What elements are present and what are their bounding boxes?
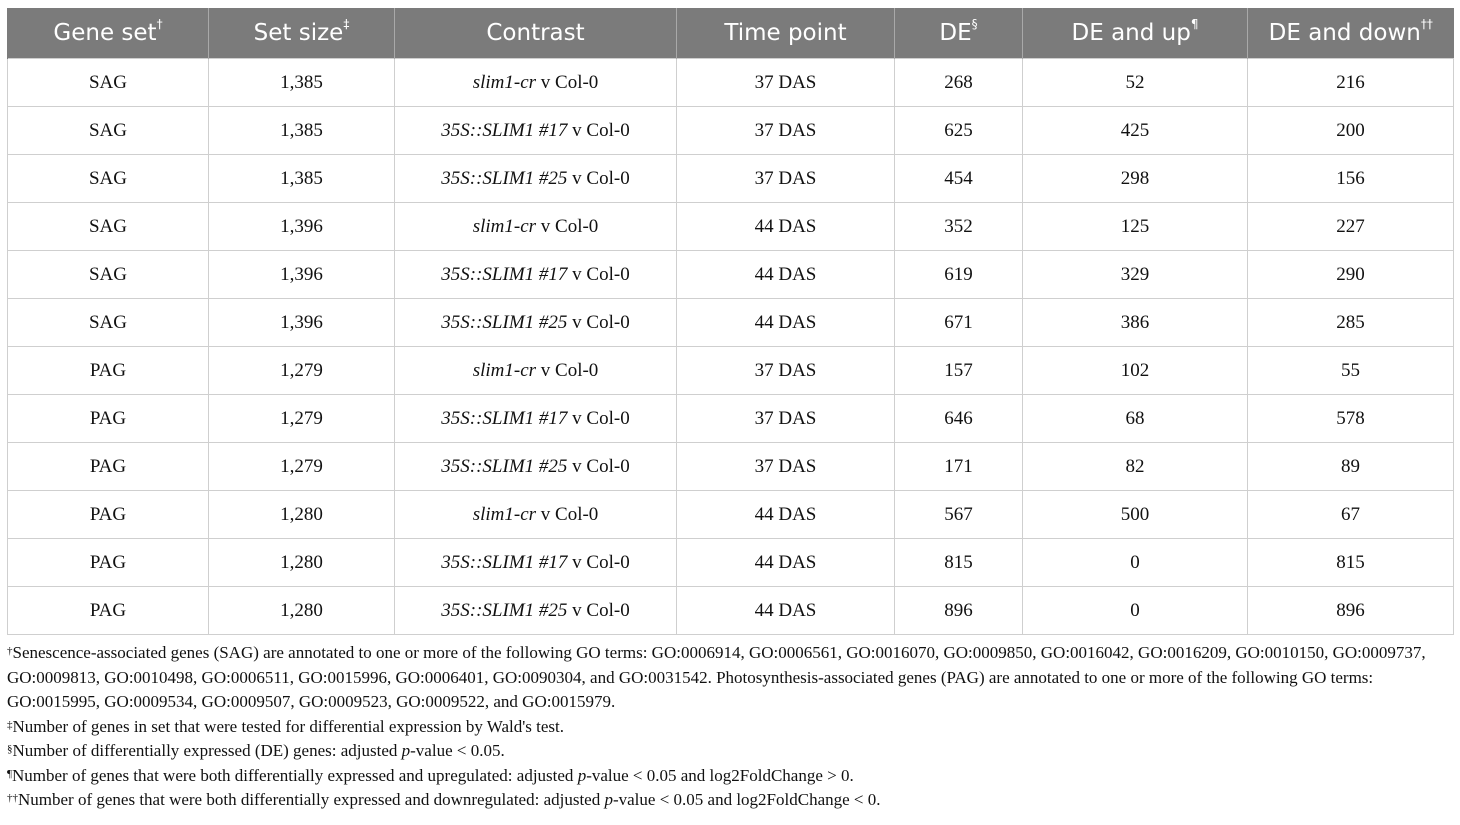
contrast-genotype: slim1-cr: [472, 71, 537, 93]
set-size-cell: 1,280: [209, 539, 395, 587]
footnote-de: §Number of differentially expressed (DE) genes: adjusted p-value < 0.05.: [7, 741, 505, 760]
table-row: [8, 395, 1454, 443]
gene-set-cell: PAG: [8, 347, 209, 395]
de-cell: 896: [895, 587, 1023, 635]
gene-set-cell: SAG: [8, 251, 209, 299]
contrast-cell: [395, 587, 677, 635]
contrast-genotype: 35S::SLIM1 #17: [441, 407, 568, 429]
table-row: [8, 347, 1454, 395]
de-cell: 646: [895, 395, 1023, 443]
contrast-genotype: 35S::SLIM1 #17: [441, 119, 568, 141]
contrast-cell: [395, 203, 677, 251]
time-point-cell: 44 DAS: [677, 587, 895, 635]
table-wrapper: [7, 8, 1453, 813]
de-cell: 171: [895, 443, 1023, 491]
contrast-reference: v Col-0: [536, 71, 599, 93]
gene-set-cell: SAG: [8, 107, 209, 155]
table-row: [8, 155, 1454, 203]
set-size-cell: 1,279: [209, 443, 395, 491]
table-row: [8, 443, 1454, 491]
contrast-cell: [395, 347, 677, 395]
header-de-up: DE and up¶: [1023, 8, 1248, 59]
de-up-cell: 52: [1023, 59, 1248, 107]
de-up-cell: 82: [1023, 443, 1248, 491]
contrast-reference: v Col-0: [567, 407, 630, 429]
de-down-cell: 578: [1248, 395, 1454, 443]
contrast-genotype: 35S::SLIM1 #17: [441, 263, 568, 285]
time-point-cell: 37 DAS: [677, 347, 895, 395]
de-down-cell: 89: [1248, 443, 1454, 491]
set-size-cell: 1,396: [209, 203, 395, 251]
header-row: [8, 8, 1454, 59]
contrast-reference: v Col-0: [567, 551, 630, 573]
footnote-de-down: ††Number of genes that were both differentially expressed and downregulated: adjusted p-value < 0.05 and log2FoldChange < 0.: [7, 790, 881, 809]
contrast-reference: v Col-0: [567, 599, 630, 621]
table-row: [8, 491, 1454, 539]
set-size-cell: 1,396: [209, 299, 395, 347]
contrast-reference: v Col-0: [567, 311, 630, 333]
de-cell: 815: [895, 539, 1023, 587]
de-down-cell: 200: [1248, 107, 1454, 155]
de-down-cell: 67: [1248, 491, 1454, 539]
time-point-cell: 37 DAS: [677, 443, 895, 491]
contrast-genotype: 35S::SLIM1 #25: [441, 167, 568, 189]
contrast-cell: [395, 491, 677, 539]
contrast-cell: [395, 539, 677, 587]
contrast-genotype: 35S::SLIM1 #25: [441, 455, 568, 477]
de-cell: 625: [895, 107, 1023, 155]
table-row: [8, 59, 1454, 107]
de-down-cell: 55: [1248, 347, 1454, 395]
set-size-cell: 1,396: [209, 251, 395, 299]
time-point-cell: 37 DAS: [677, 395, 895, 443]
header-time-point: Time point: [677, 8, 895, 59]
set-size-cell: 1,280: [209, 587, 395, 635]
header-set-size: Set size‡: [209, 8, 395, 59]
time-point-cell: 44 DAS: [677, 539, 895, 587]
contrast-reference: v Col-0: [567, 167, 630, 189]
set-size-cell: 1,385: [209, 59, 395, 107]
gene-set-cell: SAG: [8, 155, 209, 203]
time-point-cell: 44 DAS: [677, 203, 895, 251]
set-size-cell: 1,385: [209, 107, 395, 155]
time-point-cell: 44 DAS: [677, 491, 895, 539]
contrast-genotype: 35S::SLIM1 #25: [441, 599, 568, 621]
contrast-cell: [395, 155, 677, 203]
de-up-cell: 0: [1023, 539, 1248, 587]
de-cell: 268: [895, 59, 1023, 107]
table-row: [8, 107, 1454, 155]
table-footnotes: [7, 641, 1453, 813]
de-down-cell: 156: [1248, 155, 1454, 203]
results-table: [7, 8, 1454, 635]
time-point-cell: 37 DAS: [677, 155, 895, 203]
header-de: DE§: [895, 8, 1023, 59]
footnote-de-up: ¶Number of genes that were both differentially expressed and upregulated: adjusted p-value < 0.05 and log2FoldChange > 0.: [7, 765, 854, 785]
contrast-genotype: 35S::SLIM1 #17: [441, 551, 568, 573]
contrast-genotype: slim1-cr: [472, 503, 537, 525]
contrast-reference: v Col-0: [536, 503, 599, 525]
time-point-cell: 44 DAS: [677, 251, 895, 299]
contrast-cell: [395, 443, 677, 491]
table-row: [8, 299, 1454, 347]
header-gene-set: Gene set†: [8, 8, 209, 59]
de-up-cell: 500: [1023, 491, 1248, 539]
de-down-cell: 285: [1248, 299, 1454, 347]
gene-set-cell: PAG: [8, 587, 209, 635]
gene-set-cell: PAG: [8, 395, 209, 443]
footnote-set-size: ‡Number of genes in set that were tested for differential expression by Wald's test.: [7, 716, 565, 736]
table-row: [8, 203, 1454, 251]
set-size-cell: 1,280: [209, 491, 395, 539]
contrast-reference: v Col-0: [567, 263, 630, 285]
de-down-cell: 227: [1248, 203, 1454, 251]
contrast-cell: [395, 299, 677, 347]
set-size-cell: 1,279: [209, 347, 395, 395]
gene-set-cell: PAG: [8, 539, 209, 587]
de-down-cell: 815: [1248, 539, 1454, 587]
contrast-reference: v Col-0: [536, 215, 599, 237]
de-down-cell: 896: [1248, 587, 1454, 635]
de-down-cell: 290: [1248, 251, 1454, 299]
gene-set-cell: SAG: [8, 59, 209, 107]
header-de-down: DE and down††: [1248, 8, 1454, 59]
time-point-cell: 37 DAS: [677, 107, 895, 155]
de-cell: 454: [895, 155, 1023, 203]
de-up-cell: 386: [1023, 299, 1248, 347]
set-size-cell: 1,279: [209, 395, 395, 443]
de-cell: 567: [895, 491, 1023, 539]
de-up-cell: 125: [1023, 203, 1248, 251]
de-up-cell: 298: [1023, 155, 1248, 203]
de-up-cell: 102: [1023, 347, 1248, 395]
de-cell: 157: [895, 347, 1023, 395]
de-cell: 352: [895, 203, 1023, 251]
contrast-genotype: slim1-cr: [472, 359, 537, 381]
gene-set-cell: PAG: [8, 491, 209, 539]
footnote-gene-sets: †Senescence-associated genes (SAG) are annotated to one or more of the following GO terms: GO:0006914, GO:0006561, GO:0016070, GO:0009850, GO:0016042, GO:0016209, GO:0010150, GO:0009737, GO:0009813, GO:0010498, GO:0006511, GO:0015996, GO:0006401, GO:0090304, and GO:0031542. Photosynthesis-associated genes (PAG) are annotated to one or more of the following GO terms: GO:0015995, GO:0009534, GO:0009507, GO:0009523, GO:0009522, and GO:0015979.: [7, 643, 1426, 711]
de-cell: 671: [895, 299, 1023, 347]
header-contrast: Contrast: [395, 8, 677, 59]
gene-set-cell: PAG: [8, 443, 209, 491]
time-point-cell: 37 DAS: [677, 59, 895, 107]
time-point-cell: 44 DAS: [677, 299, 895, 347]
de-down-cell: 216: [1248, 59, 1454, 107]
de-cell: 619: [895, 251, 1023, 299]
gene-set-cell: SAG: [8, 299, 209, 347]
contrast-cell: [395, 251, 677, 299]
table-row: [8, 587, 1454, 635]
contrast-reference: v Col-0: [567, 119, 630, 141]
contrast-genotype: slim1-cr: [472, 215, 537, 237]
contrast-cell: [395, 107, 677, 155]
set-size-cell: 1,385: [209, 155, 395, 203]
de-up-cell: 0: [1023, 587, 1248, 635]
de-up-cell: 329: [1023, 251, 1248, 299]
gene-set-cell: SAG: [8, 203, 209, 251]
table-row: [8, 251, 1454, 299]
contrast-genotype: 35S::SLIM1 #25: [441, 311, 568, 333]
contrast-reference: v Col-0: [567, 455, 630, 477]
de-up-cell: 68: [1023, 395, 1248, 443]
de-up-cell: 425: [1023, 107, 1248, 155]
table-row: [8, 539, 1454, 587]
contrast-cell: [395, 395, 677, 443]
contrast-cell: [395, 59, 677, 107]
contrast-reference: v Col-0: [536, 359, 599, 381]
